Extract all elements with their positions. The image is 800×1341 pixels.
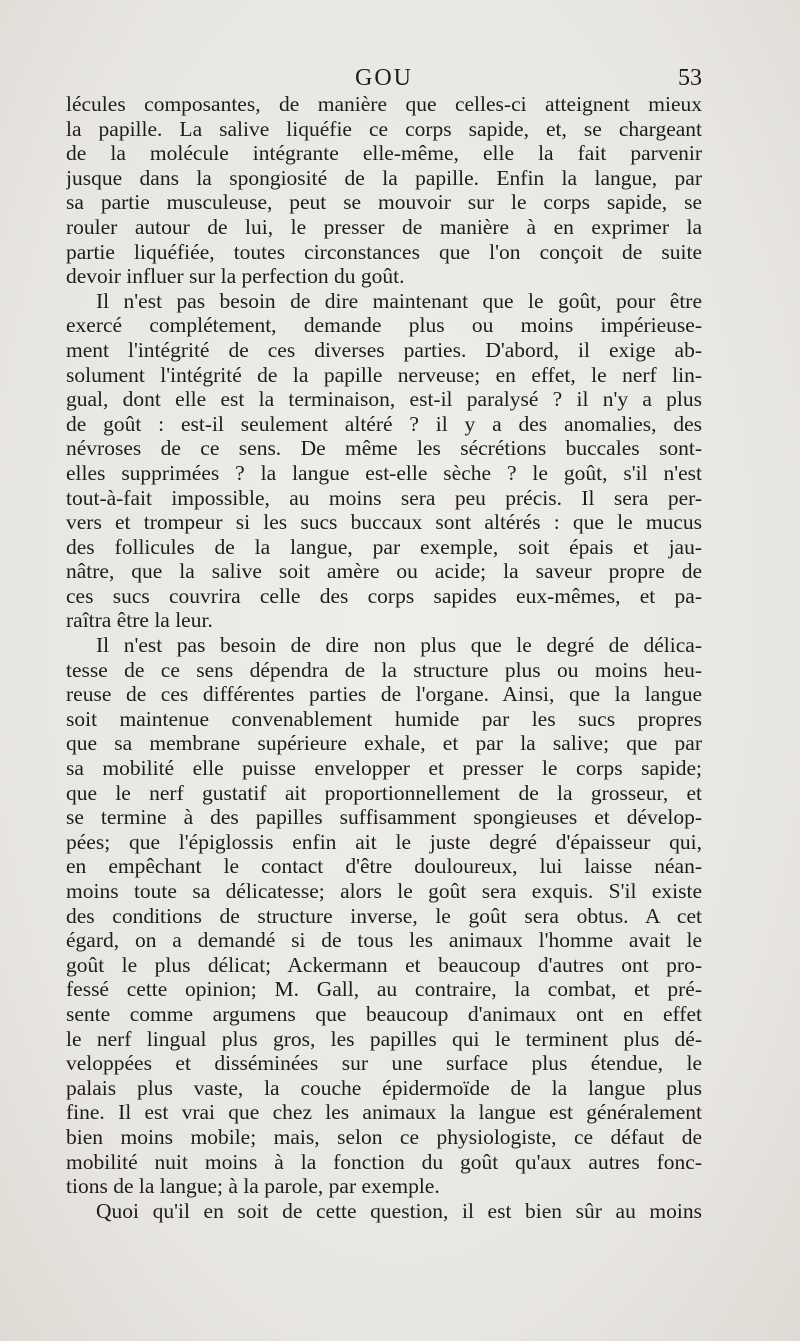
text-line: en empêchant le contact d'être douloureux, lui laisse néan- [66, 854, 702, 879]
text-line: fessé cette opinion; M. Gall, au contraire, la combat, et pré- [66, 977, 702, 1002]
text-line: moins toute sa délicatesse; alors le goût sera exquis. S'il existe [66, 879, 702, 903]
text-line: partie liquéfiée, toutes circonstances que l'on conçoit de suite [66, 239, 702, 264]
text-line: sa partie musculeuse, peut se mouvoir sur le corps sapide, se [66, 190, 702, 215]
text-line: que le nerf gustatif ait proportionnellement de la grosseur, et [66, 780, 702, 805]
page-number: 53 [678, 65, 702, 91]
text-line: elles supprimées ? la langue est-elle sèche ? le goût, s'il n'est [66, 460, 702, 485]
text-line: de goût : est-il seulement altéré ? il y a des anomalies, des [66, 411, 702, 436]
text-line: se termine à des papilles suffisamment spongieuses et dévelop- [66, 805, 702, 830]
text-line: la papille. La salive liquéfie ce corps sapide, et, se chargeant [66, 116, 702, 141]
text-line: veloppées et disséminées sur une surface plus étendue, le [66, 1051, 702, 1076]
paragraph-start-line: Il n'est pas besoin de dire non plus que le degré de délica- [96, 633, 702, 658]
page-header [66, 60, 702, 96]
text-line: ces sucs couvrira celle des corps sapides eux-mêmes, et pa- [66, 583, 702, 608]
text-line: sente comme argumens que beaucoup d'animaux ont en effet [66, 1001, 702, 1026]
text-line: tout-à-fait impossible, au moins sera peu précis. Il sera per- [66, 485, 702, 510]
text-line: égard, on a demandé si de tous les animaux l'homme avait le [66, 928, 702, 953]
text-line: devoir influer sur la perfection du goût. [66, 264, 405, 289]
paragraph-start-line: Quoi qu'il en soit de cette question, il est bien sûr au moins [96, 1198, 702, 1223]
paragraph-start-line: Il n'est pas besoin de dire maintenant que le goût, pour être [96, 288, 702, 313]
body-text [66, 92, 702, 1223]
text-line: tions de la langue; à la parole, par exemple. [66, 1174, 440, 1199]
text-line: des follicules de la langue, par exemple, soit épais et jau- [66, 534, 702, 559]
text-line: palais plus vaste, la couche épidermoïde de la langue plus [66, 1075, 702, 1100]
text-line: rouler autour de lui, le presser de manière à en exprimer la [66, 214, 702, 239]
text-line: bien moins mobile; mais, selon ce physiologiste, ce défaut de [66, 1124, 702, 1149]
text-line: exercé complétement, demande plus ou moins impérieuse- [66, 313, 702, 338]
text-line: sa mobilité elle puisse envelopper et presser le corps sapide; [66, 756, 702, 781]
text-line: fine. Il est vrai que chez les animaux la langue est généralement [66, 1100, 702, 1125]
text-line: mobilité nuit moins à la fonction du goût qu'aux autres fonc- [66, 1149, 702, 1174]
text-line: goût le plus délicat; Ackermann et beaucoup d'autres ont pro- [66, 952, 702, 977]
text-line: de la molécule intégrante elle-même, elle la fait parvenir [66, 141, 702, 166]
text-line: nâtre, que la salive soit amère ou acide; la saveur propre de [66, 559, 702, 584]
text-line: soit maintenue convenablement humide par les sucs propres [66, 706, 702, 731]
text-line: lécules composantes, de manière que celles-ci atteignent mieux [66, 92, 702, 116]
text-line: névroses de ce sens. De même les sécrétions buccales sont- [66, 436, 702, 461]
text-line: reuse de ces différentes parties de l'organe. Ainsi, que la langue [66, 682, 702, 707]
text-line: solument l'intégrité de la papille nerveuse; en effet, le nerf lin- [66, 362, 702, 387]
text-line: pées; que l'épiglossis enfin ait le juste degré d'épaisseur qui, [66, 829, 702, 854]
text-line: gual, dont elle est la terminaison, est-il paralysé ? il n'y a plus [66, 387, 702, 412]
text-line: le nerf lingual plus gros, les papilles qui le terminent plus dé- [66, 1026, 702, 1051]
text-line: vers et trompeur si les sucs buccaux sont altérés : que le mucus [66, 510, 702, 535]
running-head: GOU [355, 65, 413, 91]
text-line: tesse de ce sens dépendra de la structure plus ou moins heu- [66, 657, 702, 682]
text-line: raîtra être la leur. [66, 608, 213, 633]
text-line: des conditions de structure inverse, le goût sera obtus. A cet [66, 903, 702, 928]
text-line: jusque dans la spongiosité de la papille. Enfin la langue, par [66, 165, 702, 190]
text-line: ment l'intégrité de ces diverses parties. D'abord, il exige ab- [66, 337, 702, 362]
text-line: que sa membrane supérieure exhale, et par la salive; que par [66, 731, 702, 756]
